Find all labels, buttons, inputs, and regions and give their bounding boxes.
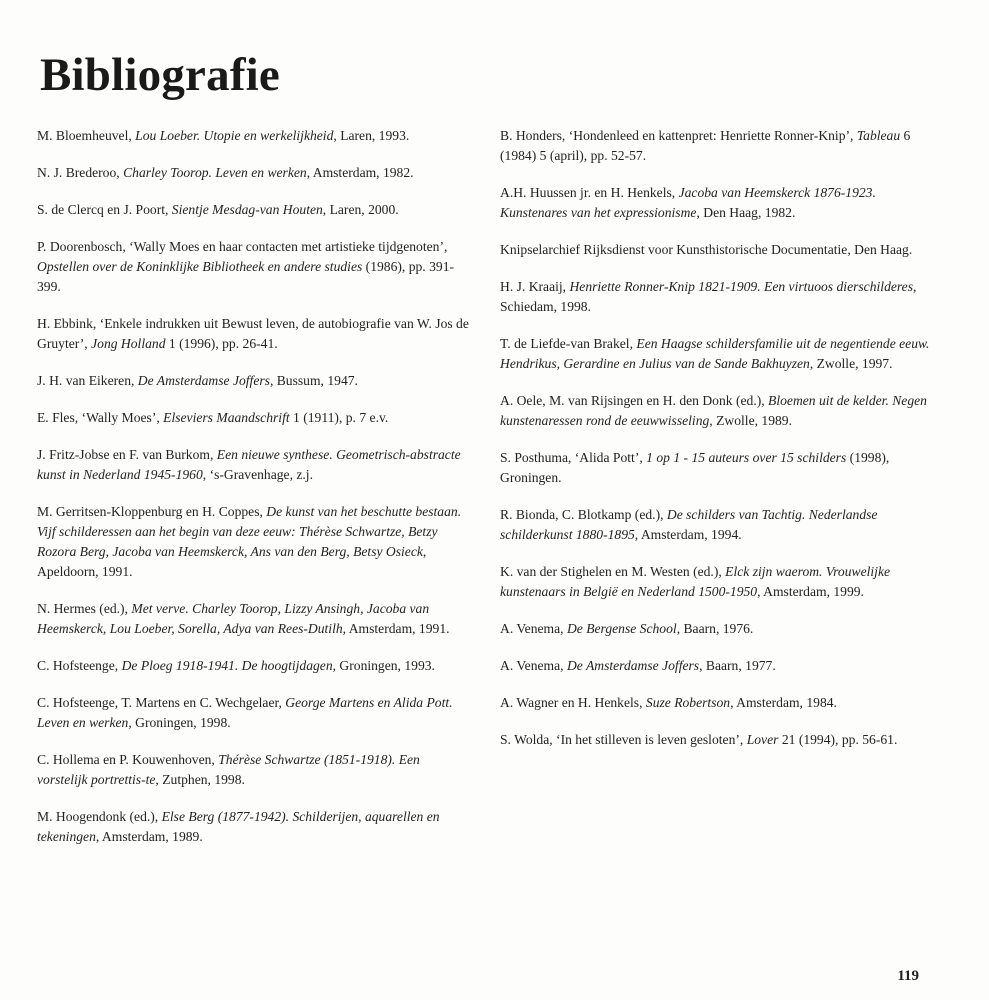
bibliography-right-column [500, 126, 932, 767]
entry-text: S. Posthuma, ‘Alida Pott’, [500, 450, 647, 465]
entry-title: Else Berg (1877-1942). Schilderijen, aquarellen en tekeningen [37, 809, 440, 844]
entry-text: A. Wagner en H. Henkels, [500, 695, 646, 710]
entry-title: Met verve. Charley Toorop, Lizzy Ansingh, Jacoba van Heemskerck, Lou Loeber, Sorella, Adya van Rees-Dutilh [37, 601, 430, 636]
entry-text: C. Hofsteenge, [37, 658, 122, 673]
entry-text: B. Honders, ‘Hondenleed en kattenpret: Henriette Ronner-Knip’, [500, 128, 857, 143]
entry-title: Lover [746, 732, 779, 747]
entry-text: , Amsterdam, 1999. [757, 584, 864, 599]
entry-text: 1 (1911), p. 7 e.v. [289, 410, 389, 425]
entry-text: , Amsterdam, 1994. [634, 527, 742, 542]
bibliography-entry [500, 693, 932, 713]
entry-text: J. H. van Eikeren, [37, 373, 138, 388]
entry-text: , Amsterdam, 1991. [342, 621, 450, 636]
entry-text: , Den Haag, 1982. [696, 205, 796, 220]
entry-text: A. Venema, [500, 621, 567, 636]
bibliography-entry [500, 334, 932, 374]
entry-text: S. de Clercq en J. Poort, [37, 202, 172, 217]
entry-text: A.H. Huussen jr. en H. Henkels, [500, 185, 679, 200]
page-title: Bibliografie [40, 49, 280, 101]
entry-text: , Schiedam, 1998. [500, 279, 917, 314]
entry-title: De Ploeg 1918-1941. De hoogtijdagen [121, 658, 333, 673]
entry-text: J. Fritz-Jobse en F. van Burkom, [37, 447, 217, 462]
entry-text: , Zwolle, 1989. [709, 413, 792, 428]
entry-text: , ‘s-Gravenhage, z.j. [202, 467, 313, 482]
bibliography-entry [37, 656, 469, 676]
entry-text: 21 (1994), pp. 56-61. [778, 732, 898, 747]
bibliography-left-column [37, 126, 469, 864]
entry-text: A. Oele, M. van Rijsingen en H. den Donk (ed.), [500, 393, 769, 408]
entry-text: R. Bionda, C. Blotkamp (ed.), [500, 507, 667, 522]
bibliography-entry [500, 562, 932, 602]
bibliography-entry [500, 240, 932, 260]
entry-title: De Amsterdamse Joffers [566, 658, 700, 673]
entry-text: P. Doorenbosch, ‘Wally Moes en haar contacten met artistieke tijdgenoten’, [37, 239, 448, 254]
entry-text: H. J. Kraaij, [500, 279, 570, 294]
entry-text: C. Hofsteenge, T. Martens en C. Wechgelaer, [37, 695, 286, 710]
bibliography-entry [37, 502, 469, 582]
entry-text: N. Hermes (ed.), [37, 601, 132, 616]
entry-text: , Bussum, 1947. [269, 373, 358, 388]
entry-text: , Laren, 2000. [322, 202, 399, 217]
entry-title: Henriette Ronner-Knip 1821-1909. Een virtuoos dierschilderes [569, 279, 914, 294]
entry-title: De schilders van Tachtig. Nederlandse schilderkunst 1880-1895 [500, 507, 878, 542]
entry-text: , Amsterdam, 1984. [730, 695, 837, 710]
bibliography-entry [37, 445, 469, 485]
entry-title: Charley Toorop. Leven en werken [123, 165, 307, 180]
entry-text: , Baarn, 1976. [676, 621, 754, 636]
bibliography-entry [37, 237, 469, 297]
entry-text: H. Ebbink, ‘Enkele indrukken uit Bewust leven, de autobiografie van W. Jos de Gruyter’, [37, 316, 469, 351]
entry-text: , Laren, 1993. [333, 128, 410, 143]
entry-title: Elck zijn waerom. Vrouwelijke kunstenaars in België en Nederland 1500-1950 [500, 564, 891, 599]
entry-title: Jacoba van Heemskerck 1876-1923. Kunstenares van het expressionisme [500, 185, 876, 220]
entry-title: 1 op 1 - 15 auteurs over 15 schilders [646, 450, 847, 465]
entry-text: , Zutphen, 1998. [155, 772, 245, 787]
entry-text: K. van der Stighelen en M. Westen (ed.), [500, 564, 726, 579]
entry-title: De kunst van het beschutte bestaan. Vijf schilderessen aan het begin van deze eeuw: Thérèse Schwartze, Betzy Rozora Berg, Jacoba van Heemskerck, Ans van den Berg, Betsy Osieck [37, 504, 462, 559]
bibliography-entry [37, 408, 469, 428]
entry-title: De Bergense School [566, 621, 677, 636]
entry-text: (1998), Groningen. [500, 450, 890, 485]
entry-title: Tableau [856, 128, 901, 143]
bibliography-entry [37, 371, 469, 391]
bibliography-entry [37, 807, 469, 847]
entry-text: Knipselarchief Rijksdienst voor Kunsthistorische Documentatie, Den Haag. [500, 242, 913, 257]
entry-text: M. Gerritsen-Kloppenburg en H. Coppes, [37, 504, 267, 519]
entry-text: , Baarn, 1977. [699, 658, 776, 673]
bibliography-entry [500, 126, 932, 166]
entry-text: , Groningen, 1998. [128, 715, 231, 730]
entry-title: Een Haagse schildersfamilie uit de negentiende eeuw. Hendrikus, Gerardine en Julius van de Sande Bakhuyzen [500, 336, 930, 371]
entry-title: Een nieuwe synthese. Geometrisch-abstracte kunst in Nederland 1945-1960 [37, 447, 461, 482]
entry-title: George Martens en Alida Pott. Leven en werken [37, 695, 453, 730]
bibliography-entry [37, 200, 469, 220]
page-number: 119 [897, 968, 919, 984]
entry-text: , Groningen, 1993. [332, 658, 435, 673]
entry-title: Jong Holland [91, 336, 166, 351]
entry-title: Opstellen over de Koninklijke Bibliotheek en andere studies [37, 259, 363, 274]
entry-text: , Amsterdam, 1982. [306, 165, 414, 180]
entry-text: E. Fles, ‘Wally Moes’, [37, 410, 164, 425]
bibliography-entry [500, 448, 932, 488]
entry-text: 1 (1996), pp. 26-41. [165, 336, 278, 351]
bibliography-entry [500, 619, 932, 639]
bibliography-entry [500, 277, 932, 317]
entry-title: Elseviers Maandschrift [163, 410, 290, 425]
bibliography-entry [500, 656, 932, 676]
entry-text: 6 (1984) 5 (april), pp. 52-57. [500, 128, 911, 163]
bibliography-entry [37, 163, 469, 183]
entry-title: Bloemen uit de kelder. Negen kunstenaressen rond de eeuwwisseling [500, 393, 927, 428]
entry-text: M. Hoogendonk (ed.), [37, 809, 162, 824]
entry-title: Lou Loeber. Utopie en werkelijkheid [135, 128, 334, 143]
bibliography-entry [37, 599, 469, 639]
entry-text: , Zwolle, 1997. [809, 356, 893, 371]
entry-title: Sientje Mesdag-van Houten [171, 202, 323, 217]
entry-title: Suze Robertson [645, 695, 731, 710]
bibliography-entry [500, 730, 932, 750]
entry-title: De Amsterdamse Joffers [137, 373, 270, 388]
bibliography-entry [37, 126, 469, 146]
entry-text: A. Venema, [500, 658, 567, 673]
entry-text: M. Bloemheuvel, [37, 128, 136, 143]
entry-title: Thérèse Schwartze (1851-1918). Een vorstelijk portrettis-te [37, 752, 420, 787]
entry-text: N. J. Brederoo, [37, 165, 124, 180]
bibliography-entry [500, 183, 932, 223]
entry-text: S. Wolda, ‘In het stilleven is leven gesloten’, [500, 732, 747, 747]
bibliography-entry [37, 314, 469, 354]
entry-text: , Apeldoorn, 1991. [37, 544, 427, 579]
entry-text: C. Hollema en P. Kouwenhoven, [37, 752, 219, 767]
entry-text: , Amsterdam, 1989. [95, 829, 203, 844]
entry-text: (1986), pp. 391-399. [37, 259, 455, 294]
bibliography-entry [500, 505, 932, 545]
bibliography-entry [37, 693, 469, 733]
entry-text: T. de Liefde-van Brakel, [500, 336, 637, 351]
bibliography-entry [500, 391, 932, 431]
bibliography-entry [37, 750, 469, 790]
